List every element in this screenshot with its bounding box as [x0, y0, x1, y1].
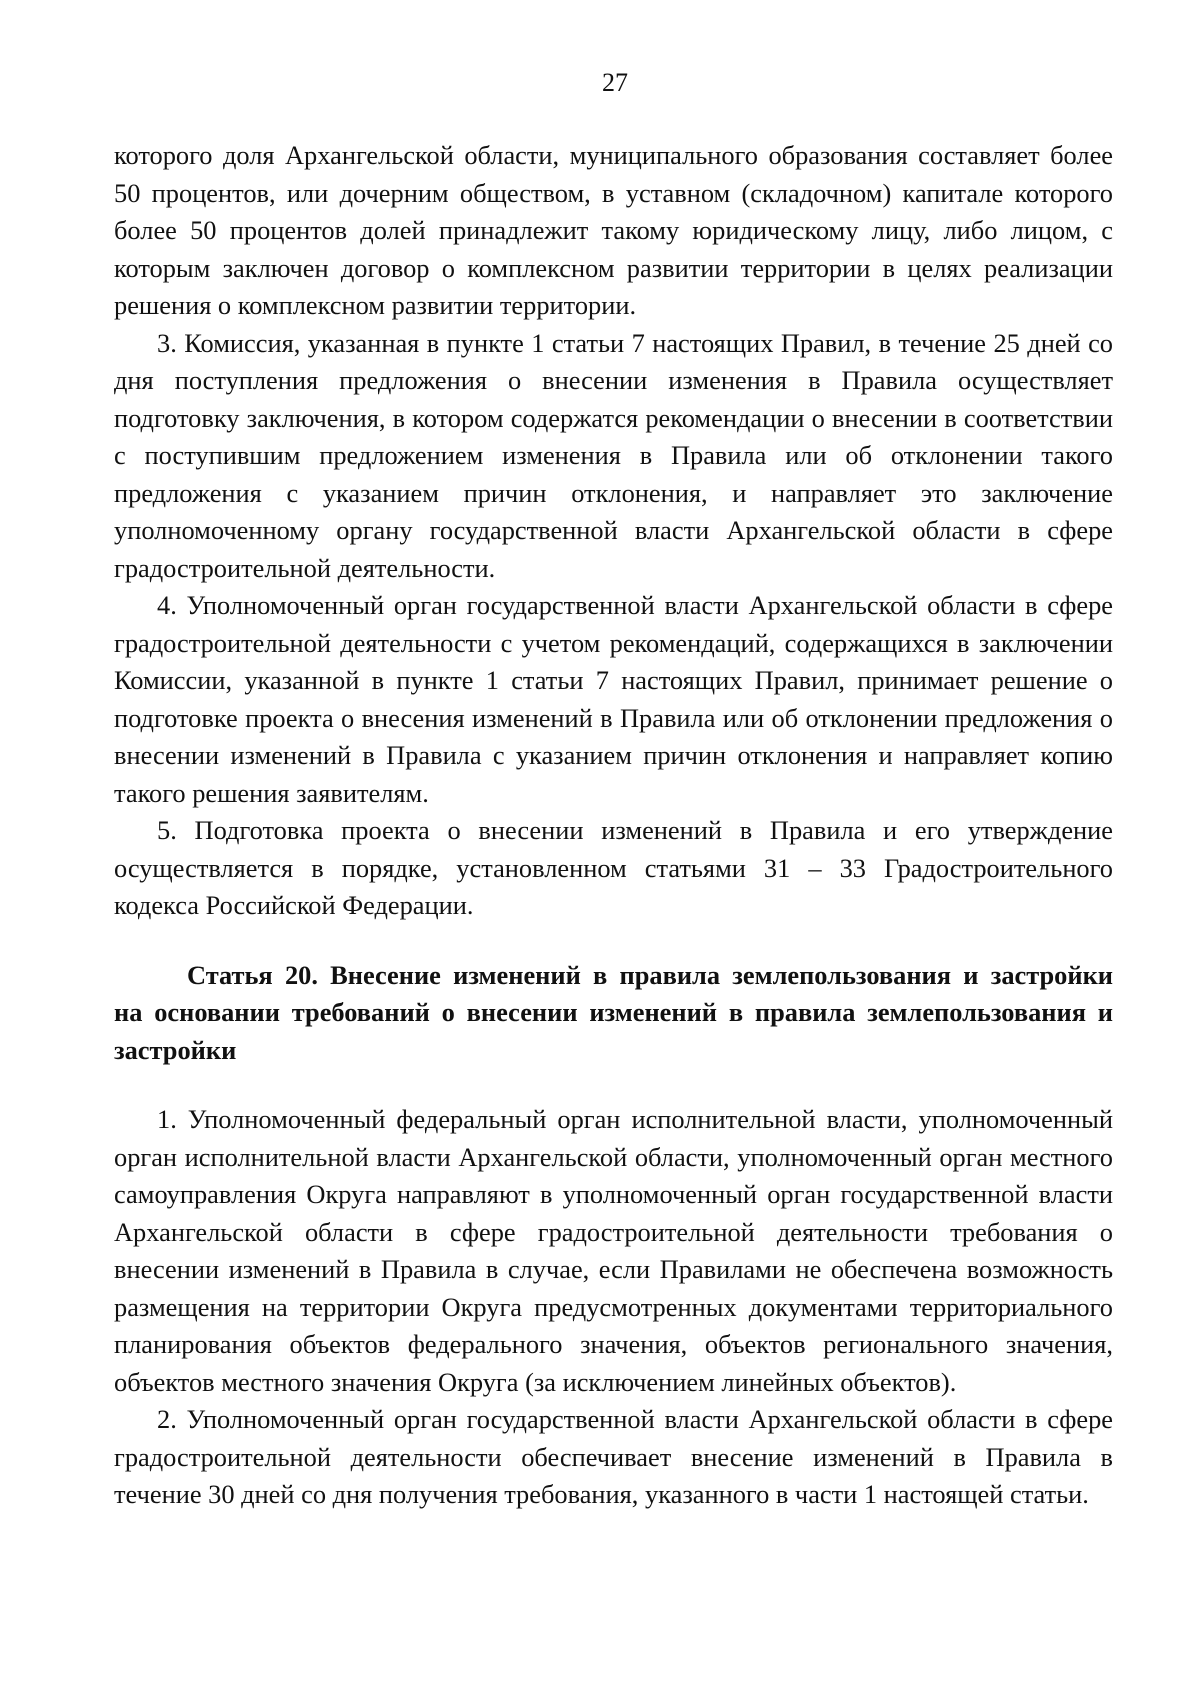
- page-body: [114, 137, 1113, 1514]
- article-paragraph-2: 2. Уполномоченный орган государственной власти Архангельской области в сфере градостроительной деятельности обеспечивает внесение изменений в Правила в течение 30 дней со дня получения требования, указанного в части 1 настоящей статьи.: [114, 1404, 1113, 1509]
- page-number: 27: [602, 68, 628, 97]
- paragraph-item-5: 5. Подготовка проекта о внесении изменений в Правила и его утверждение осуществляется в порядке, установленном статьями 31 – 33 Градостроительного кодекса Российской Федерации.: [114, 815, 1113, 920]
- paragraph-item-4: 4. Уполномоченный орган государственной власти Архангельской области в сфере градостроительной деятельности с учетом рекомендаций, содержащихся в заключении Комиссии, указанной в пункте 1 статьи 7 настоящих Правил, принимает решение о подготовке проекта о внесения изменений в Правила или об отклонении предложения о внесении изменений в Правила с указанием причин отклонения и направляет копию такого решения заявителям.: [114, 590, 1113, 808]
- article-paragraph-1: 1. Уполномоченный федеральный орган исполнительной власти, уполномоченный орган исполнительной власти Архангельской области, уполномоченный орган местного самоуправления Округа направляют в уполномоченный орган государственной власти Архангельской области в сфере градостроительной деятельности требования о внесении изменений в Правила в случае, если Правилами не обеспечена возможность размещения на территории Округа предусмотренных документами территориального планирования объектов федерального значения, объектов регионального значения, объектов местного значения Округа (за исключением линейных объектов).: [114, 1104, 1113, 1397]
- paragraph-item-3: 3. Комиссия, указанная в пункте 1 статьи 7 настоящих Правил, в течение 25 дней со дня поступления предложения о внесении изменения в Правила осуществляет подготовку заключения, в котором содержатся рекомендации о внесении в соответствии с поступившим предложением изменения в Правила или об отклонении такого предложения с указанием причин отклонения, и направляет это заключение уполномоченному органу государственной власти Архангельской области в сфере градостроительной деятельности.: [114, 327, 1113, 583]
- article-heading: Статья 20. Внесение изменений в правила землепользования и застройки на основании требований о внесении изменений в правила землепользования и застройки: [114, 959, 1113, 1065]
- continuation-paragraph: которого доля Архангельской области, муниципального образования составляет более 50 процентов, или дочерним обществом, в уставном (складочном) капитале которого более 50 процентов долей принадлежит такому юридическому лицу, либо лицом, с которым заключен договор о комплексном развитии территории в целях реализации решения о комплексном развитии территории.: [114, 140, 1113, 320]
